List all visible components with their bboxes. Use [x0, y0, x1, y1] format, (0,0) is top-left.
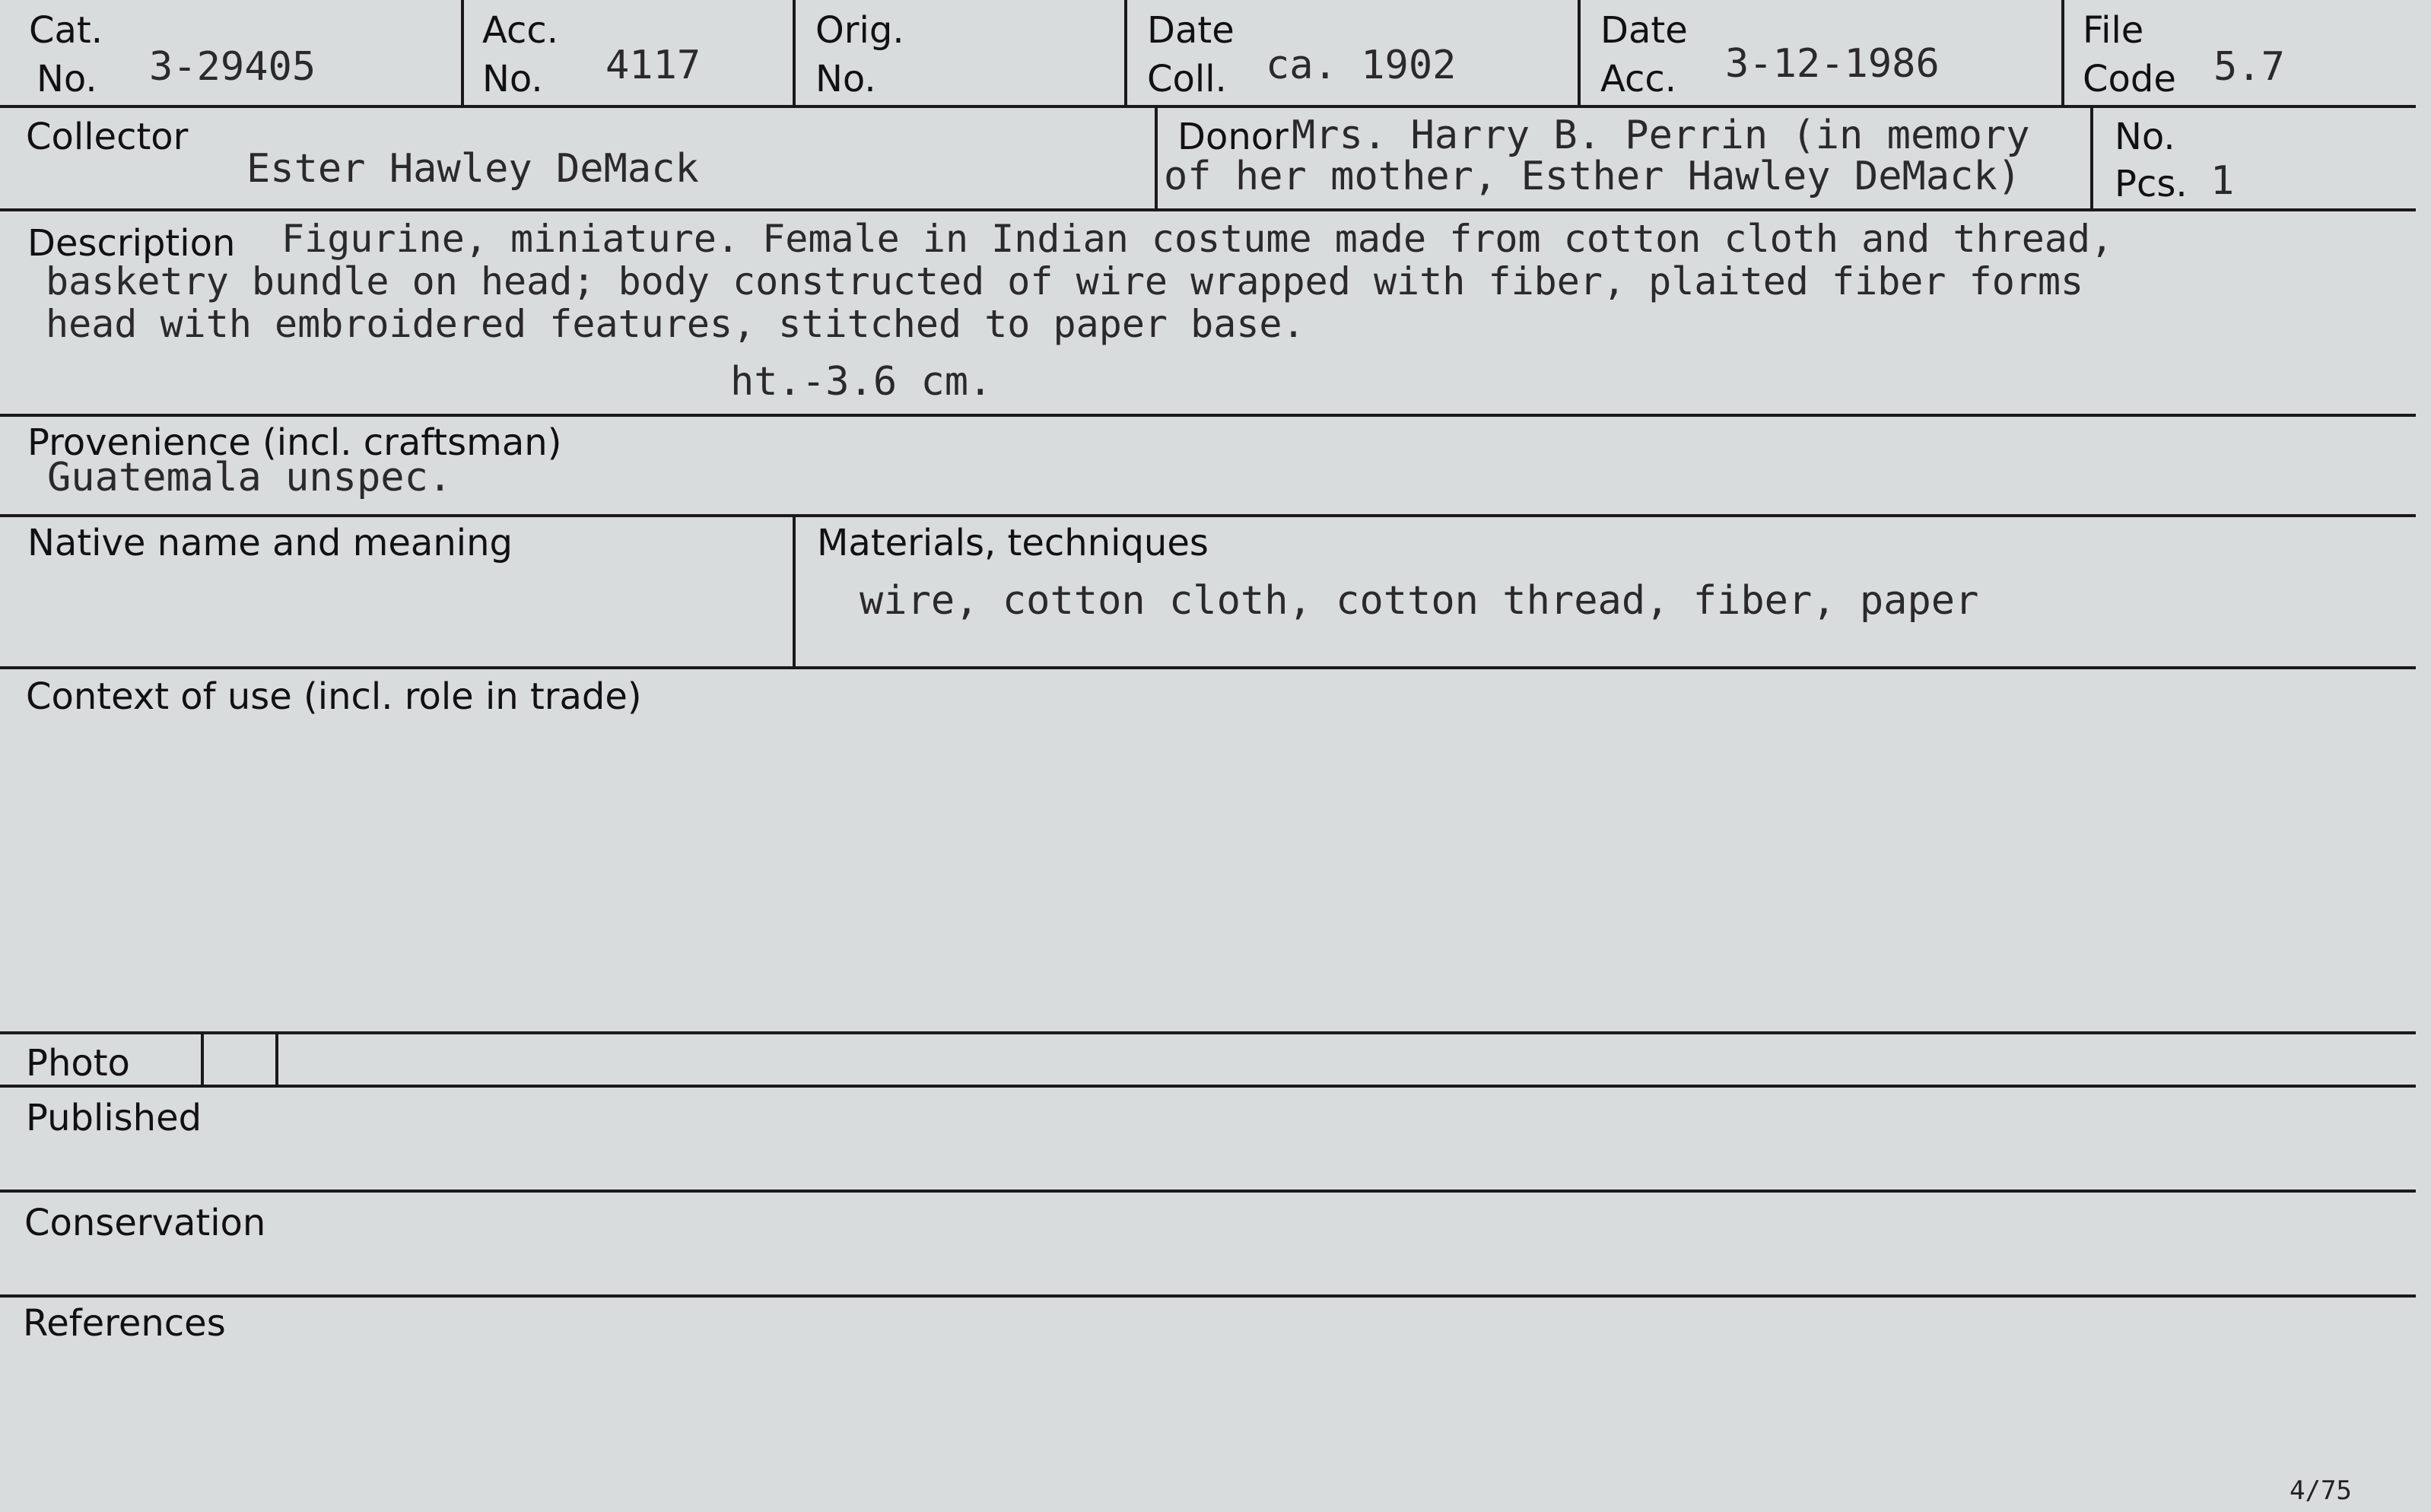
- divider: [1155, 106, 1158, 210]
- donor-label: Donor: [1177, 116, 1289, 158]
- date-accessioned: 3-12-1986: [1725, 41, 1940, 87]
- catalog-number: 3-29405: [149, 44, 316, 90]
- divider: [1578, 0, 1581, 106]
- materials-label: Materials, techniques: [817, 522, 1209, 564]
- description-text: [46, 218, 2388, 345]
- description-body: Figurine, miniature. Female in Indian costume made from cotton cloth and thread, basketry bundle on head; body constructed of wire wrapped with fiber, plaited fiber forms head with embroidered features, stitched to paper base.: [46, 217, 2114, 346]
- accession-number: 4117: [605, 43, 701, 88]
- date-collected: ca. 1902: [1266, 43, 1457, 88]
- photo-box-left: [201, 1033, 204, 1086]
- divider: [793, 514, 796, 669]
- row-divider: [0, 414, 2416, 417]
- divider: [1124, 0, 1127, 106]
- row-divider: [0, 1190, 2416, 1193]
- provenience-value: Guatemala unspec.: [47, 455, 453, 500]
- divider: [2061, 0, 2064, 106]
- collector-label: Collector: [26, 116, 189, 158]
- date-acc-label: Date: [1600, 9, 1688, 52]
- cat-label: Cat.: [29, 9, 103, 52]
- provenience-label: Provenience (incl. craftsman): [27, 421, 562, 464]
- file-code: 5.7: [2213, 44, 2285, 90]
- divider: [793, 0, 796, 106]
- acc-no-label: No.: [482, 58, 543, 100]
- materials-value: wire, cotton cloth, cotton thread, fiber, paper: [860, 578, 1979, 624]
- donor-line-2: of her mother, Esther Hawley DeMack): [1164, 154, 2022, 199]
- height-measurement: ht.-3.6 cm.: [730, 359, 993, 405]
- pieces-count: 1: [2210, 158, 2235, 204]
- donor-line-1: Mrs. Harry B. Perrin (in memory: [1292, 113, 2030, 158]
- collector-name: Ester Hawley DeMack: [246, 146, 699, 192]
- divider: [2090, 106, 2093, 210]
- row-divider: [0, 105, 2416, 108]
- divider: [461, 0, 464, 106]
- native-name-label: Native name and meaning: [27, 522, 513, 564]
- conservation-label: Conservation: [24, 1202, 266, 1244]
- photo-label: Photo: [26, 1042, 130, 1085]
- row-divider: [0, 514, 2416, 517]
- description-label: Description: [27, 222, 236, 265]
- orig-label: Orig.: [815, 9, 904, 52]
- file-label: File: [2083, 9, 2144, 52]
- form-code: 4/75: [2290, 1475, 2352, 1506]
- no-label: No.: [2115, 116, 2175, 158]
- acc-date-label: Acc.: [1600, 58, 1677, 100]
- date-coll-label: Date: [1147, 9, 1235, 52]
- acc-label: Acc.: [482, 9, 559, 52]
- published-label: Published: [26, 1097, 202, 1139]
- coll-label: Coll.: [1147, 58, 1227, 100]
- row-divider: [0, 666, 2416, 669]
- cat-no-label: No.: [37, 58, 97, 100]
- code-label: Code: [2083, 58, 2176, 100]
- row-divider: [0, 1294, 2416, 1298]
- row-divider: [0, 208, 2416, 211]
- pcs-label: Pcs.: [2115, 163, 2188, 205]
- row-divider: [0, 1085, 2416, 1088]
- photo-box-right: [275, 1033, 278, 1086]
- orig-no-label: No.: [815, 58, 876, 100]
- references-label: References: [23, 1302, 226, 1345]
- context-label: Context of use (incl. role in trade): [26, 675, 642, 718]
- row-divider: [0, 1031, 2416, 1034]
